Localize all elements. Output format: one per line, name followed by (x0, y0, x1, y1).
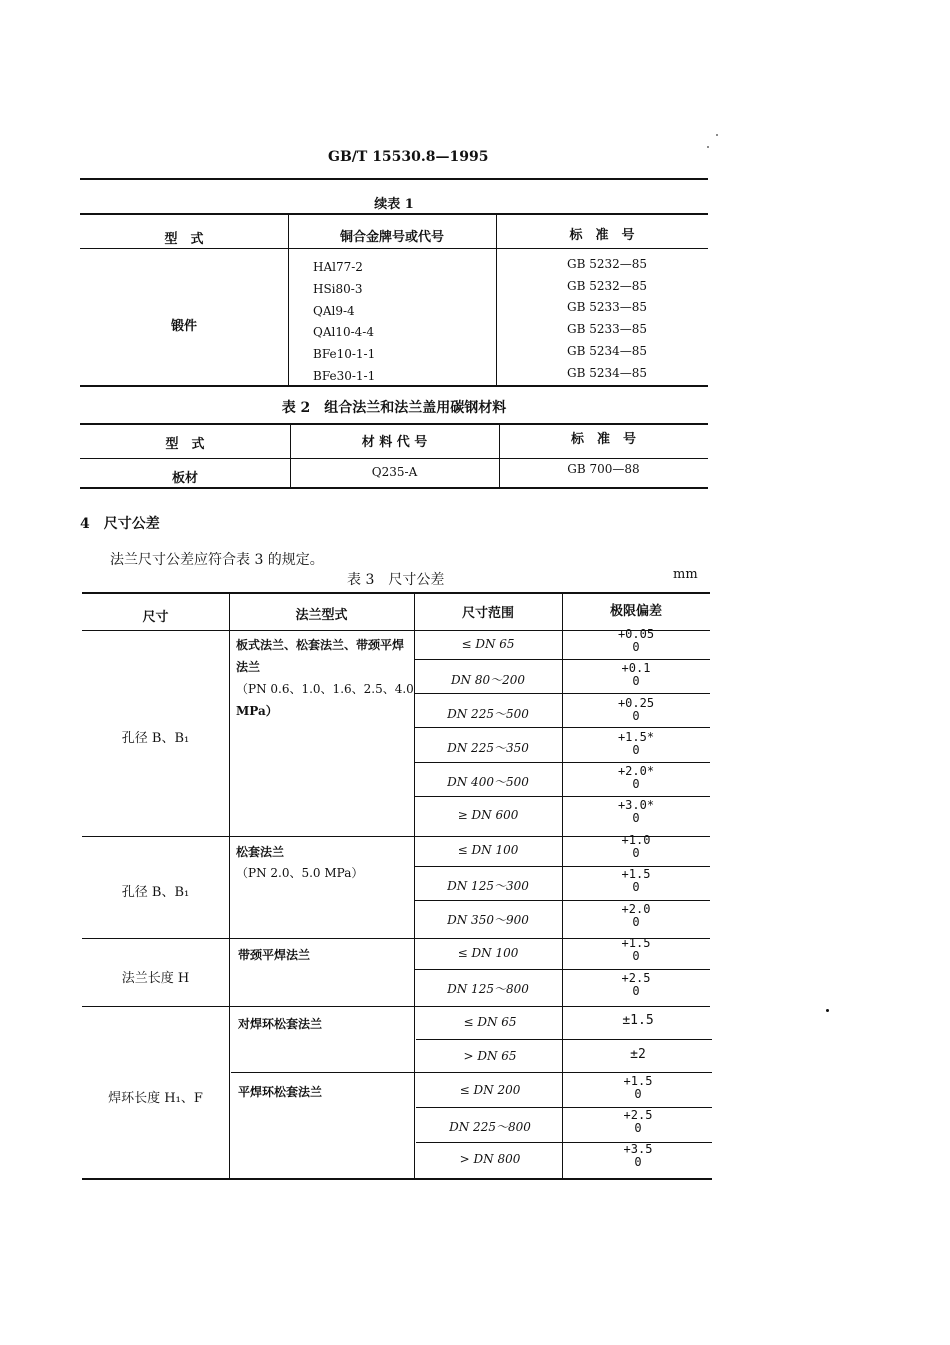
scan-speck (826, 1009, 829, 1012)
scan-speck (707, 146, 709, 148)
table2-material: Q235-A (371, 465, 418, 479)
table1-category: 锻件 (170, 319, 197, 334)
table3-deviation: +1.5 0 (621, 867, 651, 894)
table1-grade: HSi80-3 (313, 282, 363, 296)
standard-code: GB/T 15530.8—1995 (328, 149, 489, 165)
table3-range: ≤ DN 65 (461, 637, 515, 651)
table1-std: GB 5232—85 (567, 279, 648, 293)
table3-form: （PN 2.0、5.0 MPa） (236, 866, 364, 880)
table3-range: ≤ DN 200 (459, 1083, 521, 1097)
table3-deviation: ±1.5 (622, 1013, 654, 1028)
table3-header-size: 尺寸 (142, 610, 169, 625)
table3-range: > DN 800 (459, 1152, 521, 1166)
table1-std: GB 5232—85 (567, 257, 648, 271)
table2-header-material: 材 料 代 号 (361, 435, 428, 450)
table3-header-deviation: 极限偏差 (609, 604, 662, 619)
header-rule (80, 178, 708, 180)
table3-size: 焊环长度 H₁、F (108, 1091, 203, 1106)
table1-header-type: 型 式 (164, 232, 204, 247)
table3-form: 平焊环松套法兰 (238, 1085, 323, 1099)
table1-std: GB 5233—85 (567, 322, 648, 336)
table1-header-grade: 铜合金牌号或代号 (339, 230, 444, 245)
table2-std: GB 700—88 (567, 462, 640, 476)
table2-header-type: 型 式 (165, 437, 205, 452)
table3-form: 松套法兰 (236, 845, 285, 859)
table3-header-form: 法兰型式 (295, 608, 348, 623)
table3-range: DN 225～350 (447, 741, 529, 755)
table3-range: ≥ DN 600 (457, 808, 519, 822)
table3-range: DN 400～500 (447, 775, 529, 789)
table3-deviation: +1.0 0 (621, 833, 651, 860)
table3-deviation: +3.0* 0 (617, 798, 655, 825)
table3-form: （PN 0.6、1.0、1.6、2.5、4.0 (236, 682, 414, 696)
section-text: 法兰尺寸公差应符合表 3 的规定。 (110, 552, 324, 568)
table3-form: 对焊环松套法兰 (238, 1017, 323, 1031)
table3-size: 孔径 B、B₁ (121, 731, 190, 746)
table3-form: 法兰 (236, 660, 261, 674)
table3-range: DN 80～200 (450, 673, 526, 687)
table3-range: DN 125～300 (447, 879, 529, 893)
table3-deviation: +1.5 0 (621, 936, 651, 963)
table3-range: DN 225～500 (447, 707, 529, 721)
table3-deviation: +0.1 0 (621, 661, 651, 688)
table1-std: GB 5234—85 (567, 344, 648, 358)
table3-range: DN 225～800 (449, 1120, 531, 1134)
table1-std: GB 5234—85 (567, 366, 648, 380)
table3-header-range: 尺寸范围 (461, 606, 514, 621)
table3-form: 板式法兰、松套法兰、带颈平焊 (236, 638, 405, 652)
table3-deviation: +1.5 0 (623, 1074, 653, 1101)
table3-caption: 表 3 尺寸公差 (347, 572, 445, 588)
table3-deviation: +2.0 0 (621, 902, 651, 929)
table3-form: 带颈平焊法兰 (238, 948, 311, 962)
table2-type: 板材 (171, 471, 198, 486)
table1-grade: QAl9-4 (313, 304, 355, 318)
table3-deviation: +3.5 0 (623, 1142, 653, 1169)
table1-std: GB 5233—85 (567, 300, 648, 314)
table1-grade: QAl10-4-4 (313, 325, 374, 339)
table1-grade: HAl77-2 (313, 260, 363, 274)
table3-deviation: +2.5 0 (623, 1108, 653, 1135)
table3-deviation: +2.5 0 (621, 971, 651, 998)
table3-range: DN 350～900 (447, 913, 529, 927)
table1-grade: BFe10-1-1 (313, 347, 376, 361)
table3-range: ≤ DN 65 (463, 1015, 517, 1029)
table3-deviation: +1.5* 0 (617, 730, 655, 757)
table3-deviation: +2.0* 0 (617, 764, 655, 791)
scan-speck (716, 134, 718, 136)
table2-caption: 表 2 组合法兰和法兰盖用碳钢材料 (281, 400, 507, 416)
table3-size: 孔径 B、B₁ (121, 885, 190, 900)
table3-form: MPa） (236, 704, 278, 718)
table3-range: DN 125～800 (447, 982, 529, 996)
table3-range: > DN 65 (463, 1049, 517, 1063)
table3-range: ≤ DN 100 (457, 843, 519, 857)
table3-range: ≤ DN 100 (457, 946, 519, 960)
table1-header-std: 标 准 号 (569, 228, 635, 243)
table3-unit: mm (673, 567, 698, 582)
table3-deviation: ±2 (630, 1047, 646, 1062)
table1-caption: 续表 1 (374, 197, 414, 212)
table2-header-std: 标 准 号 (570, 432, 636, 447)
section-heading: 4 尺寸公差 (80, 516, 160, 532)
table1-grade: BFe30-1-1 (313, 369, 376, 383)
table3-deviation: +0.05 0 (617, 627, 655, 654)
table3-size: 法兰长度 H (121, 971, 190, 986)
table3-deviation: +0.25 0 (617, 696, 655, 723)
